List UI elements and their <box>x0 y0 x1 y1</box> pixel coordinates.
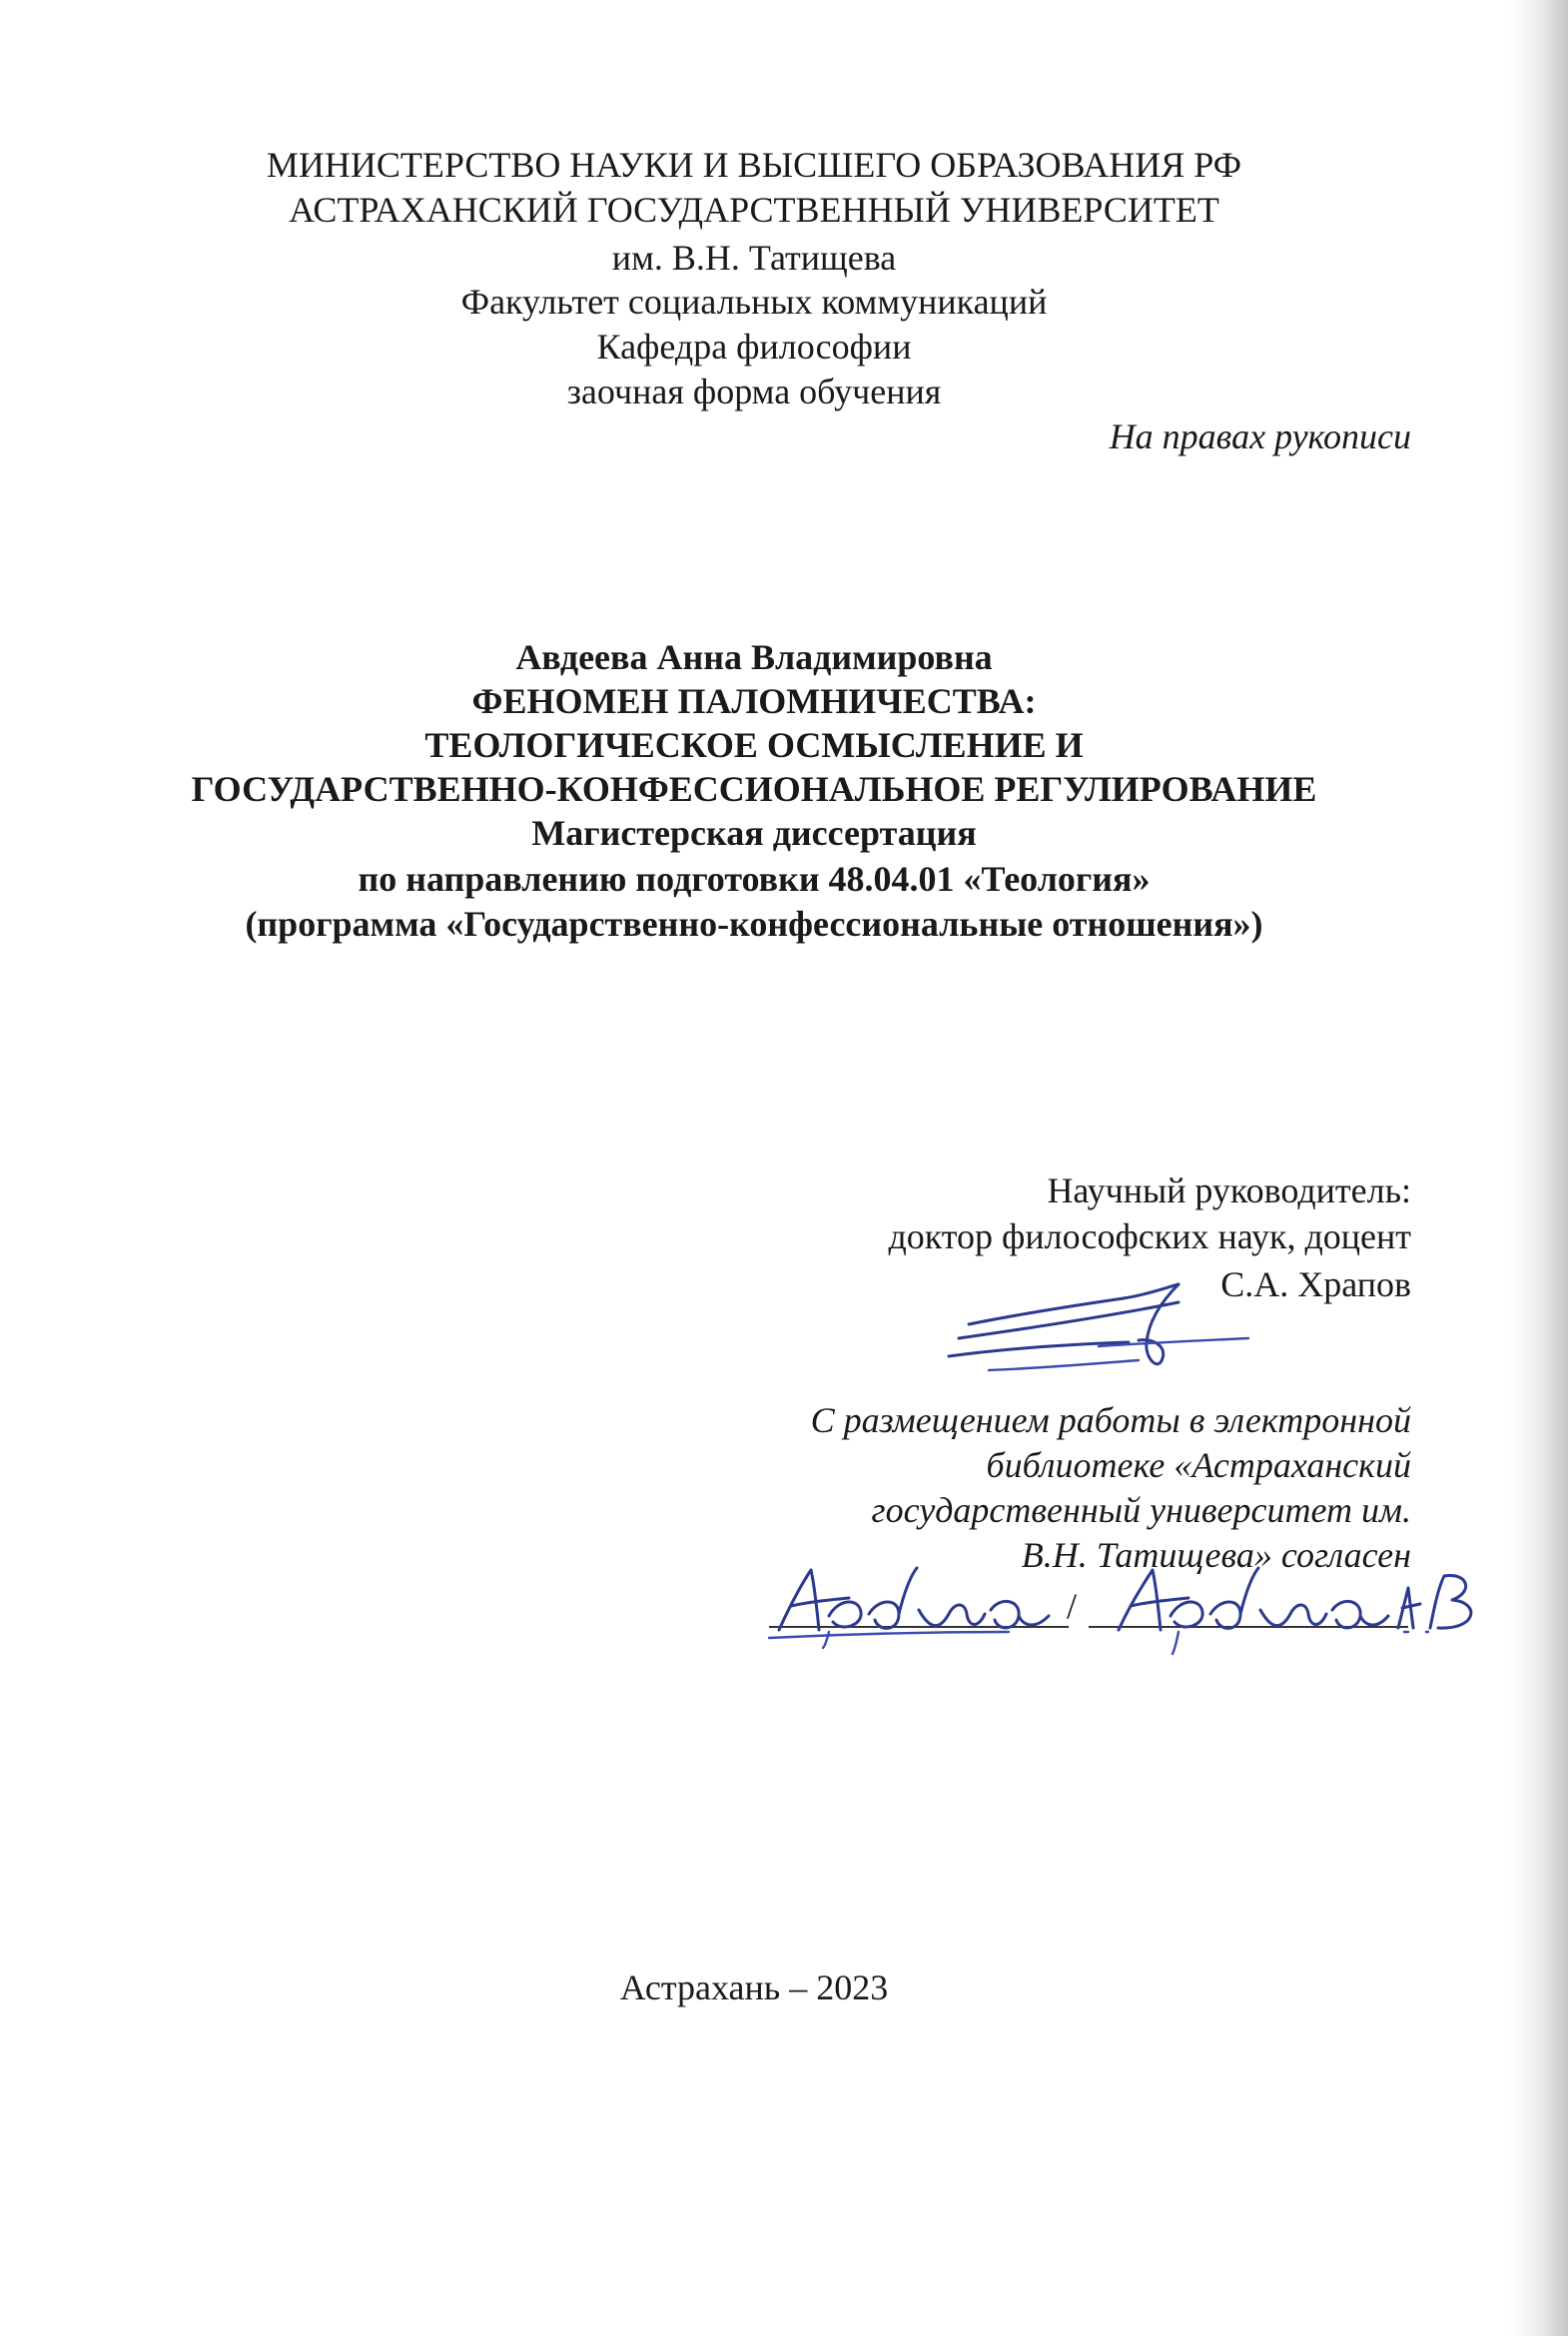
university-name: АСТРАХАНСКИЙ ГОСУДАРСТВЕННЫЙ УНИВЕРСИТЕТ <box>289 190 1219 230</box>
consent-line-3: государственный университет им. <box>871 1490 1411 1530</box>
consent-line-4: В.Н. Татищева» согласен <box>1021 1535 1411 1575</box>
study-program: (программа «Государственно-конфессиональные отношения») <box>245 904 1263 944</box>
thesis-title-line-2: ТЕОЛОГИЧЕСКОЕ ОСМЫСЛЕНИЕ И <box>424 725 1084 765</box>
page-edge-shadow <box>1508 0 1568 2336</box>
study-direction: по направлению подготовки 48.04.01 «Теология» <box>358 859 1151 899</box>
author-name: Авдеева Анна Владимировна <box>515 637 993 677</box>
work-type: Магистерская диссертация <box>531 813 977 853</box>
thesis-title-line-3: ГОСУДАРСТВЕННО-КОНФЕССИОНАЛЬНОЕ РЕГУЛИРОВАНИЕ <box>191 769 1317 809</box>
ministry-name: МИНИСТЕРСТВО НАУКИ И ВЫСШЕГО ОБРАЗОВАНИЯ РФ <box>266 145 1242 185</box>
author-full-signature <box>1109 1558 1498 1658</box>
supervisor-degree: доктор философских наук, доцент <box>888 1216 1411 1256</box>
university-named-after: им. В.Н. Татищева <box>611 238 897 278</box>
study-form: заочная форма обучения <box>566 372 942 411</box>
manuscript-note: На правах рукописи <box>1109 416 1411 456</box>
supervisor-signature <box>949 1276 1268 1406</box>
signature-separator: / <box>1067 1586 1078 1626</box>
author-signature <box>769 1558 1069 1648</box>
department-name: Кафедра философии <box>596 327 912 367</box>
consent-line-1: С размещением работы в электронной <box>810 1400 1411 1440</box>
consent-line-2: библиотеке «Астраханский <box>986 1445 1411 1485</box>
city-year: Астрахань – 2023 <box>619 1967 889 2007</box>
thesis-title-line-1: ФЕНОМЕН ПАЛОМНИЧЕСТВА: <box>471 681 1037 721</box>
supervisor-name: С.А. Храпов <box>1220 1264 1411 1304</box>
supervisor-label: Научный руководитель: <box>1047 1170 1411 1210</box>
faculty-name: Факультет социальных коммуникаций <box>460 282 1048 322</box>
